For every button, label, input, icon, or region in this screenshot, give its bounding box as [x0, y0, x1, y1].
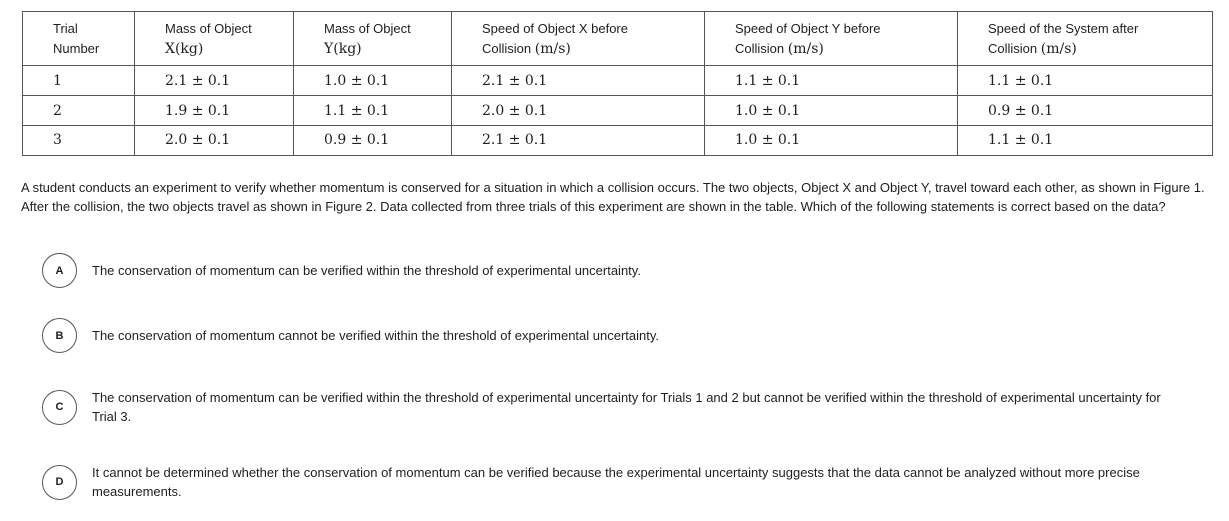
- header-mass-x: [135, 12, 294, 66]
- table-cell: 1.1 ± 0.1: [294, 96, 452, 126]
- header-line1: Trial: [53, 21, 78, 36]
- header-line1: Mass of Object: [324, 21, 411, 36]
- answer-choice-a[interactable]: [42, 253, 1182, 288]
- table-cell: 1: [23, 66, 135, 96]
- answer-choice-d[interactable]: [42, 463, 1182, 501]
- table-cell: 0.9 ± 0.1: [294, 126, 452, 156]
- header-trial-number: [23, 12, 135, 66]
- header-unit: (m/s): [787, 41, 824, 57]
- choice-letter-badge[interactable]: B: [42, 318, 77, 353]
- header-speed-system: [958, 12, 1213, 66]
- table-cell: 1.1 ± 0.1: [958, 126, 1213, 156]
- data-table: [22, 11, 1213, 156]
- header-unit: Y(kg): [324, 41, 362, 57]
- choice-letter-badge[interactable]: D: [42, 465, 77, 500]
- table-cell: 0.9 ± 0.1: [958, 96, 1213, 126]
- choice-letter-badge[interactable]: A: [42, 253, 77, 288]
- header-line1: Speed of Object Y before: [735, 21, 881, 36]
- choice-text: The conservation of momentum can be verified within the threshold of experimental uncertainty.: [92, 263, 641, 278]
- table-row: [23, 126, 1213, 156]
- table-cell: 1.0 ± 0.1: [705, 126, 958, 156]
- header-unit: X(kg): [165, 41, 204, 57]
- header-unit: (m/s): [534, 41, 571, 57]
- header-line2: Collision: [988, 41, 1041, 56]
- table-cell: 2.0 ± 0.1: [135, 126, 294, 156]
- answer-choice-b[interactable]: [42, 318, 1182, 353]
- header-line1: Mass of Object: [165, 21, 252, 36]
- table-cell: 1.1 ± 0.1: [958, 66, 1213, 96]
- question-text: A student conducts an experiment to verify whether momentum is conserved for a situation in which a collision occurs. The two objects, Object X and Object Y, travel toward each other, as shown in Figure 1. After the collision, the two objects travel as shown in Figure 2. Data collected from three trials of this experiment are shown in the table. Which of the following statements is correct based on the data?: [21, 180, 1205, 214]
- choice-text: The conservation of momentum cannot be verified within the threshold of experimental uncertainty.: [92, 328, 660, 343]
- table-cell: 2.0 ± 0.1: [452, 96, 705, 126]
- table-cell: 1.0 ± 0.1: [294, 66, 452, 96]
- answer-choice-c[interactable]: [42, 388, 1182, 426]
- header-unit: (m/s): [1040, 41, 1077, 57]
- table-cell: 2.1 ± 0.1: [452, 66, 705, 96]
- table-row: [23, 96, 1213, 126]
- table-cell: 2.1 ± 0.1: [135, 66, 294, 96]
- header-line1: Speed of Object X before: [482, 21, 628, 36]
- header-mass-y: [294, 12, 452, 66]
- header-line1: Speed of the System after: [988, 21, 1139, 36]
- table-row: [23, 66, 1213, 96]
- choice-text: The conservation of momentum can be verified within the threshold of experimental uncertainty for Trials 1 and 2 but cannot be verified within the threshold of experimental uncertainty for Trial 3.: [92, 390, 1161, 424]
- table-cell: 1.1 ± 0.1: [705, 66, 958, 96]
- choice-text: It cannot be determined whether the conservation of momentum can be verified because the experimental uncertainty suggests that the data cannot be analyzed without more precise measurements.: [92, 465, 1140, 499]
- table-cell: 1.9 ± 0.1: [135, 96, 294, 126]
- header-line2: Number: [53, 41, 100, 56]
- table-cell: 2.1 ± 0.1: [452, 126, 705, 156]
- table-cell: 3: [23, 126, 135, 156]
- header-speed-y: [705, 12, 958, 66]
- header-line2: Collision: [482, 41, 535, 56]
- header-speed-x: [452, 12, 705, 66]
- table-header-row: [23, 12, 1213, 66]
- table-cell: 2: [23, 96, 135, 126]
- choice-letter-badge[interactable]: C: [42, 390, 77, 425]
- header-line2: Collision: [735, 41, 788, 56]
- table-cell: 1.0 ± 0.1: [705, 96, 958, 126]
